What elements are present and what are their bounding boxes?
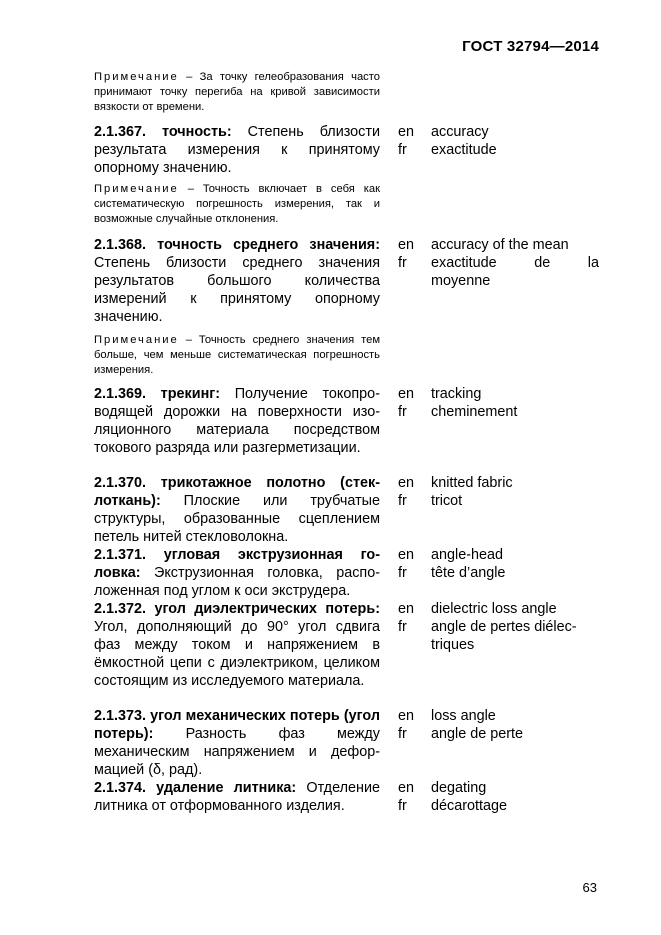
lang-fr: fr [398, 798, 407, 814]
lang-en: en [398, 124, 415, 140]
note-text: – Точность включает в себя как систематическую погрешность измерения, так и возможные случайные отклонения. [94, 183, 380, 225]
term-entry-373 [94, 707, 380, 779]
translations-371 [431, 546, 599, 582]
term-fr: tête d’angle [431, 565, 506, 581]
term-en: dielectric loss angle [431, 601, 557, 617]
translations-372 [431, 600, 599, 654]
lang-fr: fr [398, 565, 407, 581]
term-fr: décarottage [431, 798, 508, 814]
term-entry-367 [94, 123, 380, 177]
lang-codes-371 [398, 546, 418, 582]
term-en: loss angle [431, 708, 496, 724]
lang-fr: fr [398, 255, 407, 271]
translations-373 [431, 707, 599, 743]
term-fr: tricot [431, 493, 463, 509]
lang-en: en [398, 547, 415, 563]
lang-fr: fr [398, 493, 407, 509]
term-entry-368 [94, 236, 380, 326]
lang-codes-368 [398, 236, 418, 272]
lang-fr: fr [398, 619, 407, 635]
term-definition: Разность фаз между механическим напряжением и деформацией (δ, рад). [94, 726, 380, 778]
term-definition: Экструзионная головка, расположенная под углом к оси экструдера. [94, 565, 380, 599]
term-entry-369 [94, 385, 380, 457]
note-368 [94, 333, 380, 378]
note-label: Примечание [94, 71, 179, 83]
term-fr: angle de perte [431, 726, 524, 742]
lang-codes-373 [398, 707, 418, 743]
term-en: tracking [431, 386, 482, 402]
note-367 [94, 182, 380, 227]
translations-370 [431, 474, 599, 510]
translations-374 [431, 779, 599, 815]
term-title: 2.1.368. точность среднего значения: [94, 237, 380, 253]
term-entry-371 [94, 546, 380, 600]
lang-fr: fr [398, 142, 407, 158]
note-label: Примечание [94, 183, 179, 195]
term-en: accuracy of the mean [431, 237, 569, 253]
term-entry-374 [94, 779, 380, 815]
note-text: – За точку гелеобразования часто принимают точку перегиба на кривой зависимости вязкости от времени. [94, 71, 380, 113]
term-definition: Угол, дополняющий до 90° угол сдвига фаз между током и напряжением в ёмкостной цепи с диэлектриком, целиком состоящим из исследуемого материала. [94, 619, 380, 689]
term-fr-cont: moyenne [431, 273, 491, 289]
standard-header: ГОСТ 32794—2014 [462, 38, 599, 55]
lang-codes-369 [398, 385, 418, 421]
lang-en: en [398, 237, 415, 253]
term-title: 2.1.370. трикотажное полотно (стеклоткань): [94, 475, 380, 509]
term-definition: Отделение литника от отформованного изделия. [94, 780, 380, 814]
term-fr: cheminement [431, 404, 518, 420]
lang-en: en [398, 601, 415, 617]
lang-fr: fr [398, 726, 407, 742]
term-definition: Получение токопроводящей дорожки на поверхности изоляционного материала посредством токового разряда или разгерметизации. [94, 386, 380, 456]
translations-367 [431, 123, 599, 159]
term-title: 2.1.367. точность: [94, 124, 232, 140]
term-fr: angle de pertes diélec- [431, 619, 577, 635]
term-en: knitted fabric [431, 475, 513, 491]
term-fr-cont: triques [431, 637, 475, 653]
translations-369 [431, 385, 599, 421]
term-title: 2.1.371. угловая экструзионная головка: [94, 547, 380, 581]
term-title: 2.1.369. трекинг: [94, 386, 221, 402]
note-gel-point [94, 70, 380, 115]
term-entry-372 [94, 600, 380, 690]
term-en: accuracy [431, 124, 489, 140]
note-text: – Точность среднего значения тем больше, чем меньше систематическая погрешность измерения. [94, 334, 381, 376]
lang-codes-374 [398, 779, 418, 815]
term-title: 2.1.374. удаление литника: [94, 780, 297, 796]
lang-fr: fr [398, 404, 407, 420]
translations-368 [431, 236, 599, 290]
term-fr: exactitude de la [431, 255, 599, 271]
note-label: Примечание [94, 334, 179, 346]
page-number: 63 [582, 880, 597, 895]
lang-codes-372 [398, 600, 418, 636]
term-en: angle-head [431, 547, 504, 563]
lang-codes-370 [398, 474, 418, 510]
term-title: 2.1.373. угол механических потерь (угол потерь): [94, 708, 380, 742]
lang-codes-367 [398, 123, 418, 159]
term-title: 2.1.372. угол диэлектрических потерь: [94, 601, 380, 617]
term-definition: Плоские или трубчатые структуры, образованные сцеплением петель нитей стекловолокна. [94, 493, 381, 545]
lang-en: en [398, 386, 415, 402]
term-fr: exactitude [431, 142, 497, 158]
lang-en: en [398, 475, 415, 491]
lang-en: en [398, 708, 415, 724]
lang-en: en [398, 780, 415, 796]
term-definition: Степень близости результата измерения к принятому опорному значению. [94, 124, 380, 176]
term-entry-370 [94, 474, 380, 546]
term-definition: Степень близости среднего значения результатов большого количества измерений к принятому опорному значению. [94, 255, 380, 325]
term-en: degating [431, 780, 487, 796]
